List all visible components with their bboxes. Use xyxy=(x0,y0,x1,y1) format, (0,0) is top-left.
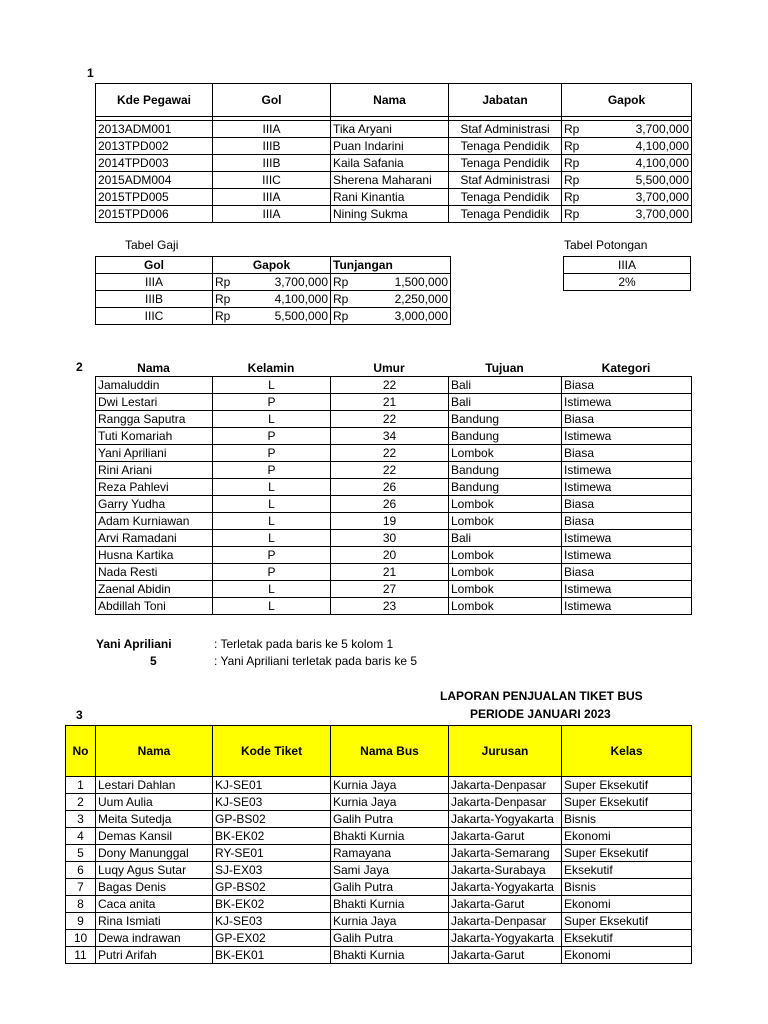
cell-tujuan: Bandung xyxy=(449,428,562,445)
col-header-kode-tiket: Kode Tiket xyxy=(213,726,331,777)
cell-nama-bus: Bhakti Kurnia xyxy=(331,947,449,964)
cell-kelamin: P xyxy=(213,428,331,445)
cell-nama: Bagas Denis xyxy=(96,879,213,896)
table-row xyxy=(66,913,692,930)
cell-jurusan: Jakarta-Yogyakarta xyxy=(449,811,562,828)
col-header-no: No xyxy=(66,726,96,777)
cell-no: 7 xyxy=(66,879,96,896)
cell-jurusan: Jakarta-Denpasar xyxy=(449,777,562,794)
col-header-gol: Gol xyxy=(213,84,331,117)
table-row xyxy=(66,930,692,947)
cell-kategori: Biasa xyxy=(562,377,692,394)
potongan-value: 2% xyxy=(564,274,691,291)
cell-nama: Luqy Agus Sutar xyxy=(96,862,213,879)
amount-value: 3,700,000 xyxy=(635,207,689,221)
cell-gapok xyxy=(562,172,692,189)
cell-jurusan: Jakarta-Yogyakarta xyxy=(449,879,562,896)
table-row xyxy=(96,308,451,325)
cell-no: 11 xyxy=(66,947,96,964)
cell-kelamin: L xyxy=(213,598,331,615)
cell-gol: IIIA xyxy=(213,206,331,223)
table-row xyxy=(96,598,692,615)
amount-value: 3,700,000 xyxy=(635,190,689,204)
cell-umur: 22 xyxy=(331,377,449,394)
gaji-header-gapok: Gapok xyxy=(213,257,331,274)
cell-nama: Rini Ariani xyxy=(96,462,213,479)
cell-nama: Arvi Ramadani xyxy=(96,530,213,547)
cell-nama: Jamaluddin xyxy=(96,377,213,394)
cell-kelamin: P xyxy=(213,462,331,479)
cell-tujuan: Lombok xyxy=(449,547,562,564)
cell-nama: Dewa indrawan xyxy=(96,930,213,947)
cell-gol: IIIC xyxy=(96,308,213,325)
cell-jabatan: Tenaga Pendidik xyxy=(449,189,562,206)
cell-nama: Zaenal Abidin xyxy=(96,581,213,598)
cell-nama: Rangga Saputra xyxy=(96,411,213,428)
cell-tujuan: Lombok xyxy=(449,581,562,598)
cell-kode-tiket: BK-EK02 xyxy=(213,896,331,913)
col-header-tujuan: Tujuan xyxy=(485,360,524,375)
cell-kelas: Super Eksekutif xyxy=(562,777,692,794)
cell-nama: Putri Arifah xyxy=(96,947,213,964)
cell-gol: IIIB xyxy=(96,291,213,308)
cell-kategori: Istimewa xyxy=(562,547,692,564)
cell-kode: 2015TPD005 xyxy=(96,189,213,206)
cell-umur: 21 xyxy=(331,394,449,411)
cell-tujuan: Lombok xyxy=(449,598,562,615)
cell-no: 4 xyxy=(66,828,96,845)
cell-gol: IIIA xyxy=(213,189,331,206)
cell-umur: 21 xyxy=(331,564,449,581)
cell-tujuan: Bali xyxy=(449,377,562,394)
currency-label: Rp xyxy=(333,309,349,323)
cell-tunjangan xyxy=(331,308,451,325)
cell-nama: Yani Apriliani xyxy=(96,445,213,462)
cell-gapok xyxy=(562,155,692,172)
table-row xyxy=(96,274,451,291)
cell-jabatan: Staf Administrasi xyxy=(449,121,562,138)
cell-nama-bus: Kurnia Jaya xyxy=(331,913,449,930)
cell-kode: 2015ADM004 xyxy=(96,172,213,189)
cell-gapok xyxy=(562,121,692,138)
tabel-gaji-title: Tabel Gaji xyxy=(125,238,179,252)
amount-value: 2,250,000 xyxy=(394,292,448,306)
table-row xyxy=(96,496,692,513)
cell-nama: Uum Aulia xyxy=(96,794,213,811)
table-row xyxy=(96,172,692,189)
cell-kelas: Ekonomi xyxy=(562,896,692,913)
cell-kelamin: L xyxy=(213,513,331,530)
currency-label: Rp xyxy=(564,156,580,170)
cell-gapok xyxy=(213,308,331,325)
currency-label: Rp xyxy=(564,139,580,153)
cell-nama: Rina Ismiati xyxy=(96,913,213,930)
cell-kelas: Eksekutif xyxy=(562,930,692,947)
report-title-line1: LAPORAN PENJUALAN TIKET BUS xyxy=(440,689,643,703)
cell-kode: 2014TPD003 xyxy=(96,155,213,172)
gaji-header-gol: Gol xyxy=(96,257,213,274)
cell-kelamin: L xyxy=(213,479,331,496)
cell-kategori: Biasa xyxy=(562,496,692,513)
cell-jurusan: Jakarta-Yogyakarta xyxy=(449,930,562,947)
cell-gapok xyxy=(562,206,692,223)
cell-tujuan: Lombok xyxy=(449,496,562,513)
amount-value: 4,100,000 xyxy=(635,156,689,170)
cell-umur: 22 xyxy=(331,411,449,428)
cell-jurusan: Jakarta-Denpasar xyxy=(449,794,562,811)
col-header-kelamin: Kelamin xyxy=(247,360,295,375)
table-row xyxy=(66,862,692,879)
cell-jurusan: Jakarta-Denpasar xyxy=(449,913,562,930)
cell-umur: 26 xyxy=(331,496,449,513)
cell-kelas: Bisnis xyxy=(562,811,692,828)
table-row xyxy=(96,479,692,496)
cell-nama-bus: Ramayana xyxy=(331,845,449,862)
cell-kelamin: P xyxy=(213,394,331,411)
cell-tujuan: Bali xyxy=(449,530,562,547)
amount-value: 4,100,000 xyxy=(274,292,328,306)
col-header-gapok: Gapok xyxy=(562,84,692,117)
amount-value: 3,700,000 xyxy=(274,275,328,289)
cell-tujuan: Bali xyxy=(449,394,562,411)
cell-kode-tiket: GP-BS02 xyxy=(213,811,331,828)
cell-kode-tiket: RY-SE01 xyxy=(213,845,331,862)
cell-no: 1 xyxy=(66,777,96,794)
cell-nama: Lestari Dahlan xyxy=(96,777,213,794)
cell-nama-bus: Bhakti Kurnia xyxy=(331,896,449,913)
cell-umur: 34 xyxy=(331,428,449,445)
cell-nama: Nining Sukma xyxy=(331,206,449,223)
ticket-sales-table xyxy=(65,725,692,964)
cell-umur: 19 xyxy=(331,513,449,530)
table-row xyxy=(96,189,692,206)
cell-kelas: Eksekutif xyxy=(562,862,692,879)
cell-kelamin: L xyxy=(213,377,331,394)
col-header-nama: Nama xyxy=(137,360,170,375)
cell-nama: Kaila Safania xyxy=(331,155,449,172)
cell-nama: Meita Sutedja xyxy=(96,811,213,828)
table-row xyxy=(66,777,692,794)
currency-label: Rp xyxy=(215,309,231,323)
cell-kode: 2013ADM001 xyxy=(96,121,213,138)
cell-umur: 20 xyxy=(331,547,449,564)
currency-label: Rp xyxy=(564,122,580,136)
cell-jurusan: Jakarta-Semarang xyxy=(449,845,562,862)
currency-label: Rp xyxy=(564,190,580,204)
cell-gol: IIIA xyxy=(213,121,331,138)
tabel-potongan-title: Tabel Potongan xyxy=(564,238,648,252)
cell-nama-bus: Galih Putra xyxy=(331,879,449,896)
cell-tujuan: Lombok xyxy=(449,445,562,462)
cell-gapok xyxy=(562,138,692,155)
amount-value: 5,500,000 xyxy=(635,173,689,187)
currency-label: Rp xyxy=(564,173,580,187)
cell-no: 9 xyxy=(66,913,96,930)
cell-kode: 2015TPD006 xyxy=(96,206,213,223)
table-row xyxy=(96,121,692,138)
currency-label: Rp xyxy=(333,292,349,306)
cell-tunjangan xyxy=(331,291,451,308)
amount-value: 4,100,000 xyxy=(635,139,689,153)
table-row xyxy=(66,794,692,811)
cell-kategori: Biasa xyxy=(562,445,692,462)
cell-gol: IIIA xyxy=(96,274,213,291)
tabel-potongan xyxy=(563,256,691,291)
cell-kelamin: L xyxy=(213,411,331,428)
cell-kode-tiket: KJ-SE03 xyxy=(213,913,331,930)
table-row xyxy=(96,155,692,172)
cell-kategori: Istimewa xyxy=(562,581,692,598)
table-row xyxy=(96,530,692,547)
table-row xyxy=(96,206,692,223)
cell-jurusan: Jakarta-Garut xyxy=(449,828,562,845)
cell-jurusan: Jakarta-Garut xyxy=(449,896,562,913)
cell-kategori: Biasa xyxy=(562,564,692,581)
amount-value: 5,500,000 xyxy=(274,309,328,323)
cell-nama: Adam Kurniawan xyxy=(96,513,213,530)
cell-nama: Husna Kartika xyxy=(96,547,213,564)
currency-label: Rp xyxy=(333,275,349,289)
cell-kelamin: L xyxy=(213,496,331,513)
cell-no: 2 xyxy=(66,794,96,811)
cell-kode-tiket: KJ-SE03 xyxy=(213,794,331,811)
table-row xyxy=(66,811,692,828)
amount-value: 3,000,000 xyxy=(394,309,448,323)
cell-kelas: Super Eksekutif xyxy=(562,913,692,930)
cell-kategori: Biasa xyxy=(562,513,692,530)
cell-gol: IIIB xyxy=(213,138,331,155)
table-row xyxy=(96,581,692,598)
cell-no: 8 xyxy=(66,896,96,913)
col-header-kategori: Kategori xyxy=(601,360,651,375)
cell-kelas: Super Eksekutif xyxy=(562,794,692,811)
cell-kelamin: P xyxy=(213,445,331,462)
employee-table xyxy=(95,83,692,223)
cell-nama: Rani Kinantia xyxy=(331,189,449,206)
cell-kode-tiket: BK-EK02 xyxy=(213,828,331,845)
cell-nama: Garry Yudha xyxy=(96,496,213,513)
cell-nama-bus: Bhakti Kurnia xyxy=(331,828,449,845)
currency-label: Rp xyxy=(215,292,231,306)
cell-jabatan: Tenaga Pendidik xyxy=(449,206,562,223)
cell-umur: 22 xyxy=(331,462,449,479)
cell-kategori: Istimewa xyxy=(562,479,692,496)
cell-tujuan: Bandung xyxy=(449,411,562,428)
cell-umur: 27 xyxy=(331,581,449,598)
cell-gapok xyxy=(562,189,692,206)
cell-tujuan: Lombok xyxy=(449,513,562,530)
table-row xyxy=(66,845,692,862)
table-row xyxy=(96,138,692,155)
cell-kode-tiket: KJ-SE01 xyxy=(213,777,331,794)
potongan-gol: IIIA xyxy=(564,257,691,274)
cell-jabatan: Staf Administrasi xyxy=(449,172,562,189)
cell-gol: IIIB xyxy=(213,155,331,172)
cell-nama: Tuti Komariah xyxy=(96,428,213,445)
cell-nama-bus: Kurnia Jaya xyxy=(331,794,449,811)
lookup-row-label: 5 xyxy=(150,654,157,668)
table-row xyxy=(66,828,692,845)
cell-nama: Demas Kansil xyxy=(96,828,213,845)
section-number-3: 3 xyxy=(76,708,83,722)
cell-nama-bus: Galih Putra xyxy=(331,930,449,947)
cell-no: 6 xyxy=(66,862,96,879)
col-header-jurusan: Jurusan xyxy=(449,726,562,777)
cell-kelamin: P xyxy=(213,564,331,581)
gaji-header-tunjangan: Tunjangan xyxy=(331,257,451,274)
cell-kode-tiket: BK-EK01 xyxy=(213,947,331,964)
cell-nama: Puan Indarini xyxy=(331,138,449,155)
table-row xyxy=(96,564,692,581)
cell-kategori: Istimewa xyxy=(562,598,692,615)
table-row xyxy=(66,879,692,896)
cell-tunjangan xyxy=(331,274,451,291)
lookup-row-note: : Yani Apriliani terletak pada baris ke 5 xyxy=(214,654,418,668)
cell-jurusan: Jakarta-Surabaya xyxy=(449,862,562,879)
cell-nama: Sherena Maharani xyxy=(331,172,449,189)
cell-jabatan: Tenaga Pendidik xyxy=(449,138,562,155)
col-header-jabatan: Jabatan xyxy=(449,84,562,117)
amount-value: 3,700,000 xyxy=(635,122,689,136)
cell-no: 3 xyxy=(66,811,96,828)
col-header-nama: Nama xyxy=(331,84,449,117)
col-header-umur: Umur xyxy=(373,360,405,375)
cell-gapok xyxy=(213,274,331,291)
table-row xyxy=(96,394,692,411)
report-title-line2: PERIODE JANUARI 2023 xyxy=(470,707,611,721)
cell-nama: Reza Pahlevi xyxy=(96,479,213,496)
cell-umur: 23 xyxy=(331,598,449,615)
cell-nama: Dwi Lestari xyxy=(96,394,213,411)
table-row xyxy=(66,947,692,964)
cell-no: 5 xyxy=(66,845,96,862)
cell-kelas: Bisnis xyxy=(562,879,692,896)
cell-nama: Nada Resti xyxy=(96,564,213,581)
cell-kelas: Ekonomi xyxy=(562,828,692,845)
cell-nama: Caca anita xyxy=(96,896,213,913)
table-row xyxy=(96,377,692,394)
table-row xyxy=(96,291,451,308)
cell-no: 10 xyxy=(66,930,96,947)
cell-gapok xyxy=(213,291,331,308)
cell-kode-tiket: GP-EX02 xyxy=(213,930,331,947)
table-row xyxy=(96,547,692,564)
table-row xyxy=(66,896,692,913)
cell-tujuan: Bandung xyxy=(449,462,562,479)
cell-kategori: Istimewa xyxy=(562,394,692,411)
cell-kategori: Biasa xyxy=(562,411,692,428)
cell-tujuan: Lombok xyxy=(449,564,562,581)
table-row xyxy=(96,428,692,445)
col-header-kelas: Kelas xyxy=(562,726,692,777)
col-header-nama-bus: Nama Bus xyxy=(331,726,449,777)
cell-nama-bus: Kurnia Jaya xyxy=(331,777,449,794)
cell-umur: 22 xyxy=(331,445,449,462)
table-row xyxy=(96,462,692,479)
tabel-gaji xyxy=(95,256,451,325)
currency-label: Rp xyxy=(564,207,580,221)
passenger-table-header xyxy=(95,359,691,376)
passenger-table xyxy=(95,376,692,615)
cell-kelamin: L xyxy=(213,581,331,598)
cell-umur: 30 xyxy=(331,530,449,547)
table-row xyxy=(96,411,692,428)
cell-kelas: Super Eksekutif xyxy=(562,845,692,862)
amount-value: 1,500,000 xyxy=(394,275,448,289)
section-number-1: 1 xyxy=(87,66,94,80)
cell-nama: Abdillah Toni xyxy=(96,598,213,615)
lookup-name-label: Yani Apriliani xyxy=(96,637,172,651)
cell-kategori: Istimewa xyxy=(562,530,692,547)
cell-kode-tiket: GP-BS02 xyxy=(213,879,331,896)
cell-kelamin: P xyxy=(213,547,331,564)
cell-jabatan: Tenaga Pendidik xyxy=(449,155,562,172)
cell-kelas: Ekonomi xyxy=(562,947,692,964)
currency-label: Rp xyxy=(215,275,231,289)
cell-kelamin: L xyxy=(213,530,331,547)
cell-kode: 2013TPD002 xyxy=(96,138,213,155)
section-number-2: 2 xyxy=(76,360,83,374)
cell-jurusan: Jakarta-Garut xyxy=(449,947,562,964)
col-header-nama: Nama xyxy=(96,726,213,777)
cell-nama: Dony Manunggal xyxy=(96,845,213,862)
cell-kategori: Istimewa xyxy=(562,462,692,479)
cell-gol: IIIC xyxy=(213,172,331,189)
table-row xyxy=(96,445,692,462)
cell-umur: 26 xyxy=(331,479,449,496)
table-row xyxy=(96,513,692,530)
cell-tujuan: Bandung xyxy=(449,479,562,496)
cell-nama: Tika Aryani xyxy=(331,121,449,138)
cell-kode-tiket: SJ-EX03 xyxy=(213,862,331,879)
lookup-name-note: : Terletak pada baris ke 5 kolom 1 xyxy=(214,637,394,651)
col-header-kode: Kde Pegawai xyxy=(96,84,213,117)
cell-kategori: Istimewa xyxy=(562,428,692,445)
cell-nama-bus: Galih Putra xyxy=(331,811,449,828)
cell-nama-bus: Sami Jaya xyxy=(331,862,449,879)
